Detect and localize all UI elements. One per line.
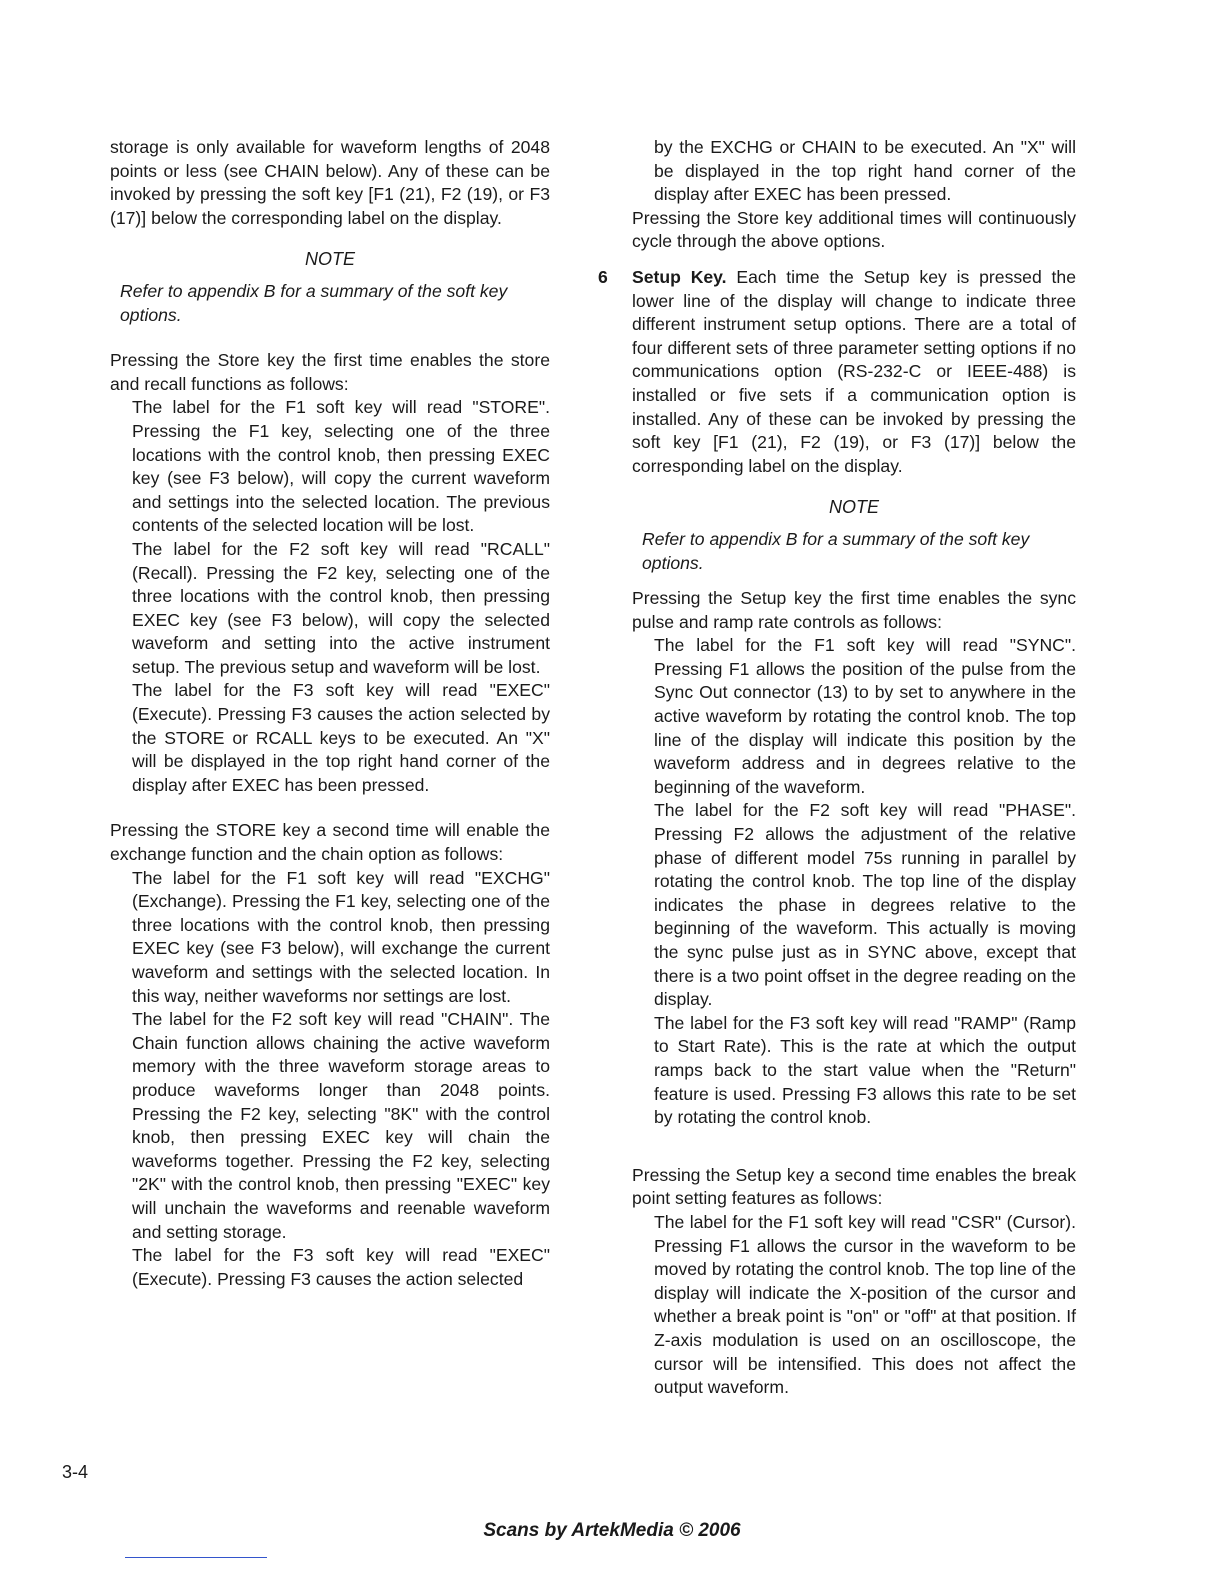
csr-f1-description: The label for the F1 soft key will read "CSR" (Cursor). Pressing F1 allows the cursor in the waveform to be moved by rotating the control knob. The top line of the display will indicate the X-position of the cursor and whether a break point is "on" or "off" at that position. If Z-axis modulation is used on an oscilloscope, the cursor will be intensified. This does not affect the output waveform. bbox=[654, 1211, 1076, 1398]
store-cycle-paragraph: Pressing the Store key additional times will continuously cycle through the above options. bbox=[632, 207, 1076, 252]
store-second-intro: Pressing the STORE key a second time will enable the exchange function and the chain option as follows: bbox=[110, 820, 550, 865]
note-text-right: Refer to appendix B for a summary of the soft key options. bbox=[642, 528, 1030, 573]
exchg-f1-description: The label for the F1 soft key will read "EXCHG" (Exchange). Pressing the F1 key, selecting one of the three locations with the control knob, then pressing EXEC key (see F3 below), will exchange the current waveform and settings with the selected location. In this way, neither waveforms nor settings are lost. bbox=[132, 867, 550, 1006]
item-number: 6 bbox=[598, 266, 608, 287]
store-f3-description: The label for the F3 soft key will read "EXEC" (Execute). Pressing F3 causes the action selected by the STORE or RCALL keys to be executed. An "X" will be displayed in the top right hand corner of the display after EXEC has been pressed. bbox=[132, 680, 550, 795]
ramp-f3-description: The label for the F3 soft key will read "RAMP" (Ramp to Start Rate). This is the rate at which the output ramps back to the start value when the "Return" feature is used. Pressing F3 allows this rate to be set by rotating the control knob. bbox=[654, 1012, 1076, 1128]
storage-intro-paragraph: storage is only available for waveform lengths of 2048 points or less (see CHAIN below). Any of these can be invoked by pressing the soft key [F1 (21), F2 (19), or F3 (17)] below the corresponding label on the display. bbox=[110, 137, 550, 228]
setup-first-intro: Pressing the Setup key the first time enables the sync pulse and ramp rate controls as follows: bbox=[632, 588, 1076, 632]
sync-f1-description: The label for the F1 soft key will read "SYNC". Pressing F1 allows the position of the pulse from the Sync Out connector (13) to by set to anywhere in the active waveform by rotating the control knob. The top line of the display will indicate this position by the waveform address and in degrees relative to the beginning of the waveform. bbox=[654, 635, 1076, 797]
note-title: NOTE bbox=[304, 249, 355, 270]
note-text: Refer to appendix B for a summary of the soft key options. bbox=[120, 280, 508, 325]
store-first-intro: Pressing the Store key the first time enables the store and recall functions as follows: bbox=[110, 350, 550, 394]
note-title-right: NOTE bbox=[828, 497, 879, 518]
right-column bbox=[598, 136, 1077, 1400]
setup-key-label: Setup Key. bbox=[632, 266, 727, 287]
page-number: 3-4 bbox=[62, 1462, 89, 1482]
left-column bbox=[110, 136, 550, 1291]
setup-key-text: Each time the Setup key is pressed the lower line of the display will change to indicate three different instrument setup options. There are a total of four different sets of three parameter setting options if no communications option (RS-232-C or IEEE-488) is installed or five sets if a communication option is installed. Any of these can be invoked by pressing the soft key [F1 (21), F2 (19), or F3 (17)] below the corresponding label on the display. bbox=[632, 266, 1077, 476]
setup-second-intro: Pressing the Setup key a second time enables the break point setting features as follows: bbox=[632, 1164, 1076, 1209]
phase-f2-description: The label for the F2 soft key will read "PHASE". Pressing F2 allows the adjustment of the relative phase of different model 75s running in parallel by rotating the control knob. The top line of the display indicates the phase in degrees relative to the beginning of the waveform. This actually is moving the sync pulse just as in SYNC above, except that there is a two point offset in the degree reading on the display. bbox=[654, 800, 1076, 1010]
exec-continuation: by the EXCHG or CHAIN to be executed. An "X" will be displayed in the top right hand corner of the display after EXEC has been pressed. bbox=[654, 137, 1076, 205]
setup-key-item bbox=[598, 266, 1077, 478]
setup-key-paragraph bbox=[632, 266, 1076, 478]
footer-rule bbox=[125, 1557, 267, 1558]
store-f1-description: The label for the F1 soft key will read "STORE". Pressing the F1 key, selecting one of the three locations with the control knob, then pressing EXEC key (see F3 below), will copy the current waveform and settings into the selected location. The previous contents of the selected location will be lost. bbox=[132, 397, 550, 536]
chain-f2-description: The label for the F2 soft key will read "CHAIN". The Chain function allows chaining the active waveform memory with the three waveform storage areas to produce waveforms longer than 2048 points. Pressing the F2 key, selecting "8K" with the control knob, then pressing EXEC key will chain the waveforms together. Pressing the F2 key, selecting "2K" with the control knob, then pressing "EXEC" key will unchain the waveforms and reenable waveform and setting storage. bbox=[132, 1009, 550, 1242]
scan-credit-footer: Scans by ArtekMedia © 2006 bbox=[483, 1520, 741, 1541]
store-f2-description: The label for the F2 soft key will read "RCALL" (Recall). Pressing the F2 key, selecting one of the three locations with the control knob, then pressing EXEC key (see F3 below), will copy the selected waveform and setting into the active instrument setup. The previous setup and waveform will be lost. bbox=[132, 538, 550, 677]
exec-f3-description: The label for the F3 soft key will read "EXEC" (Execute). Pressing F3 causes the action selected bbox=[132, 1245, 550, 1289]
